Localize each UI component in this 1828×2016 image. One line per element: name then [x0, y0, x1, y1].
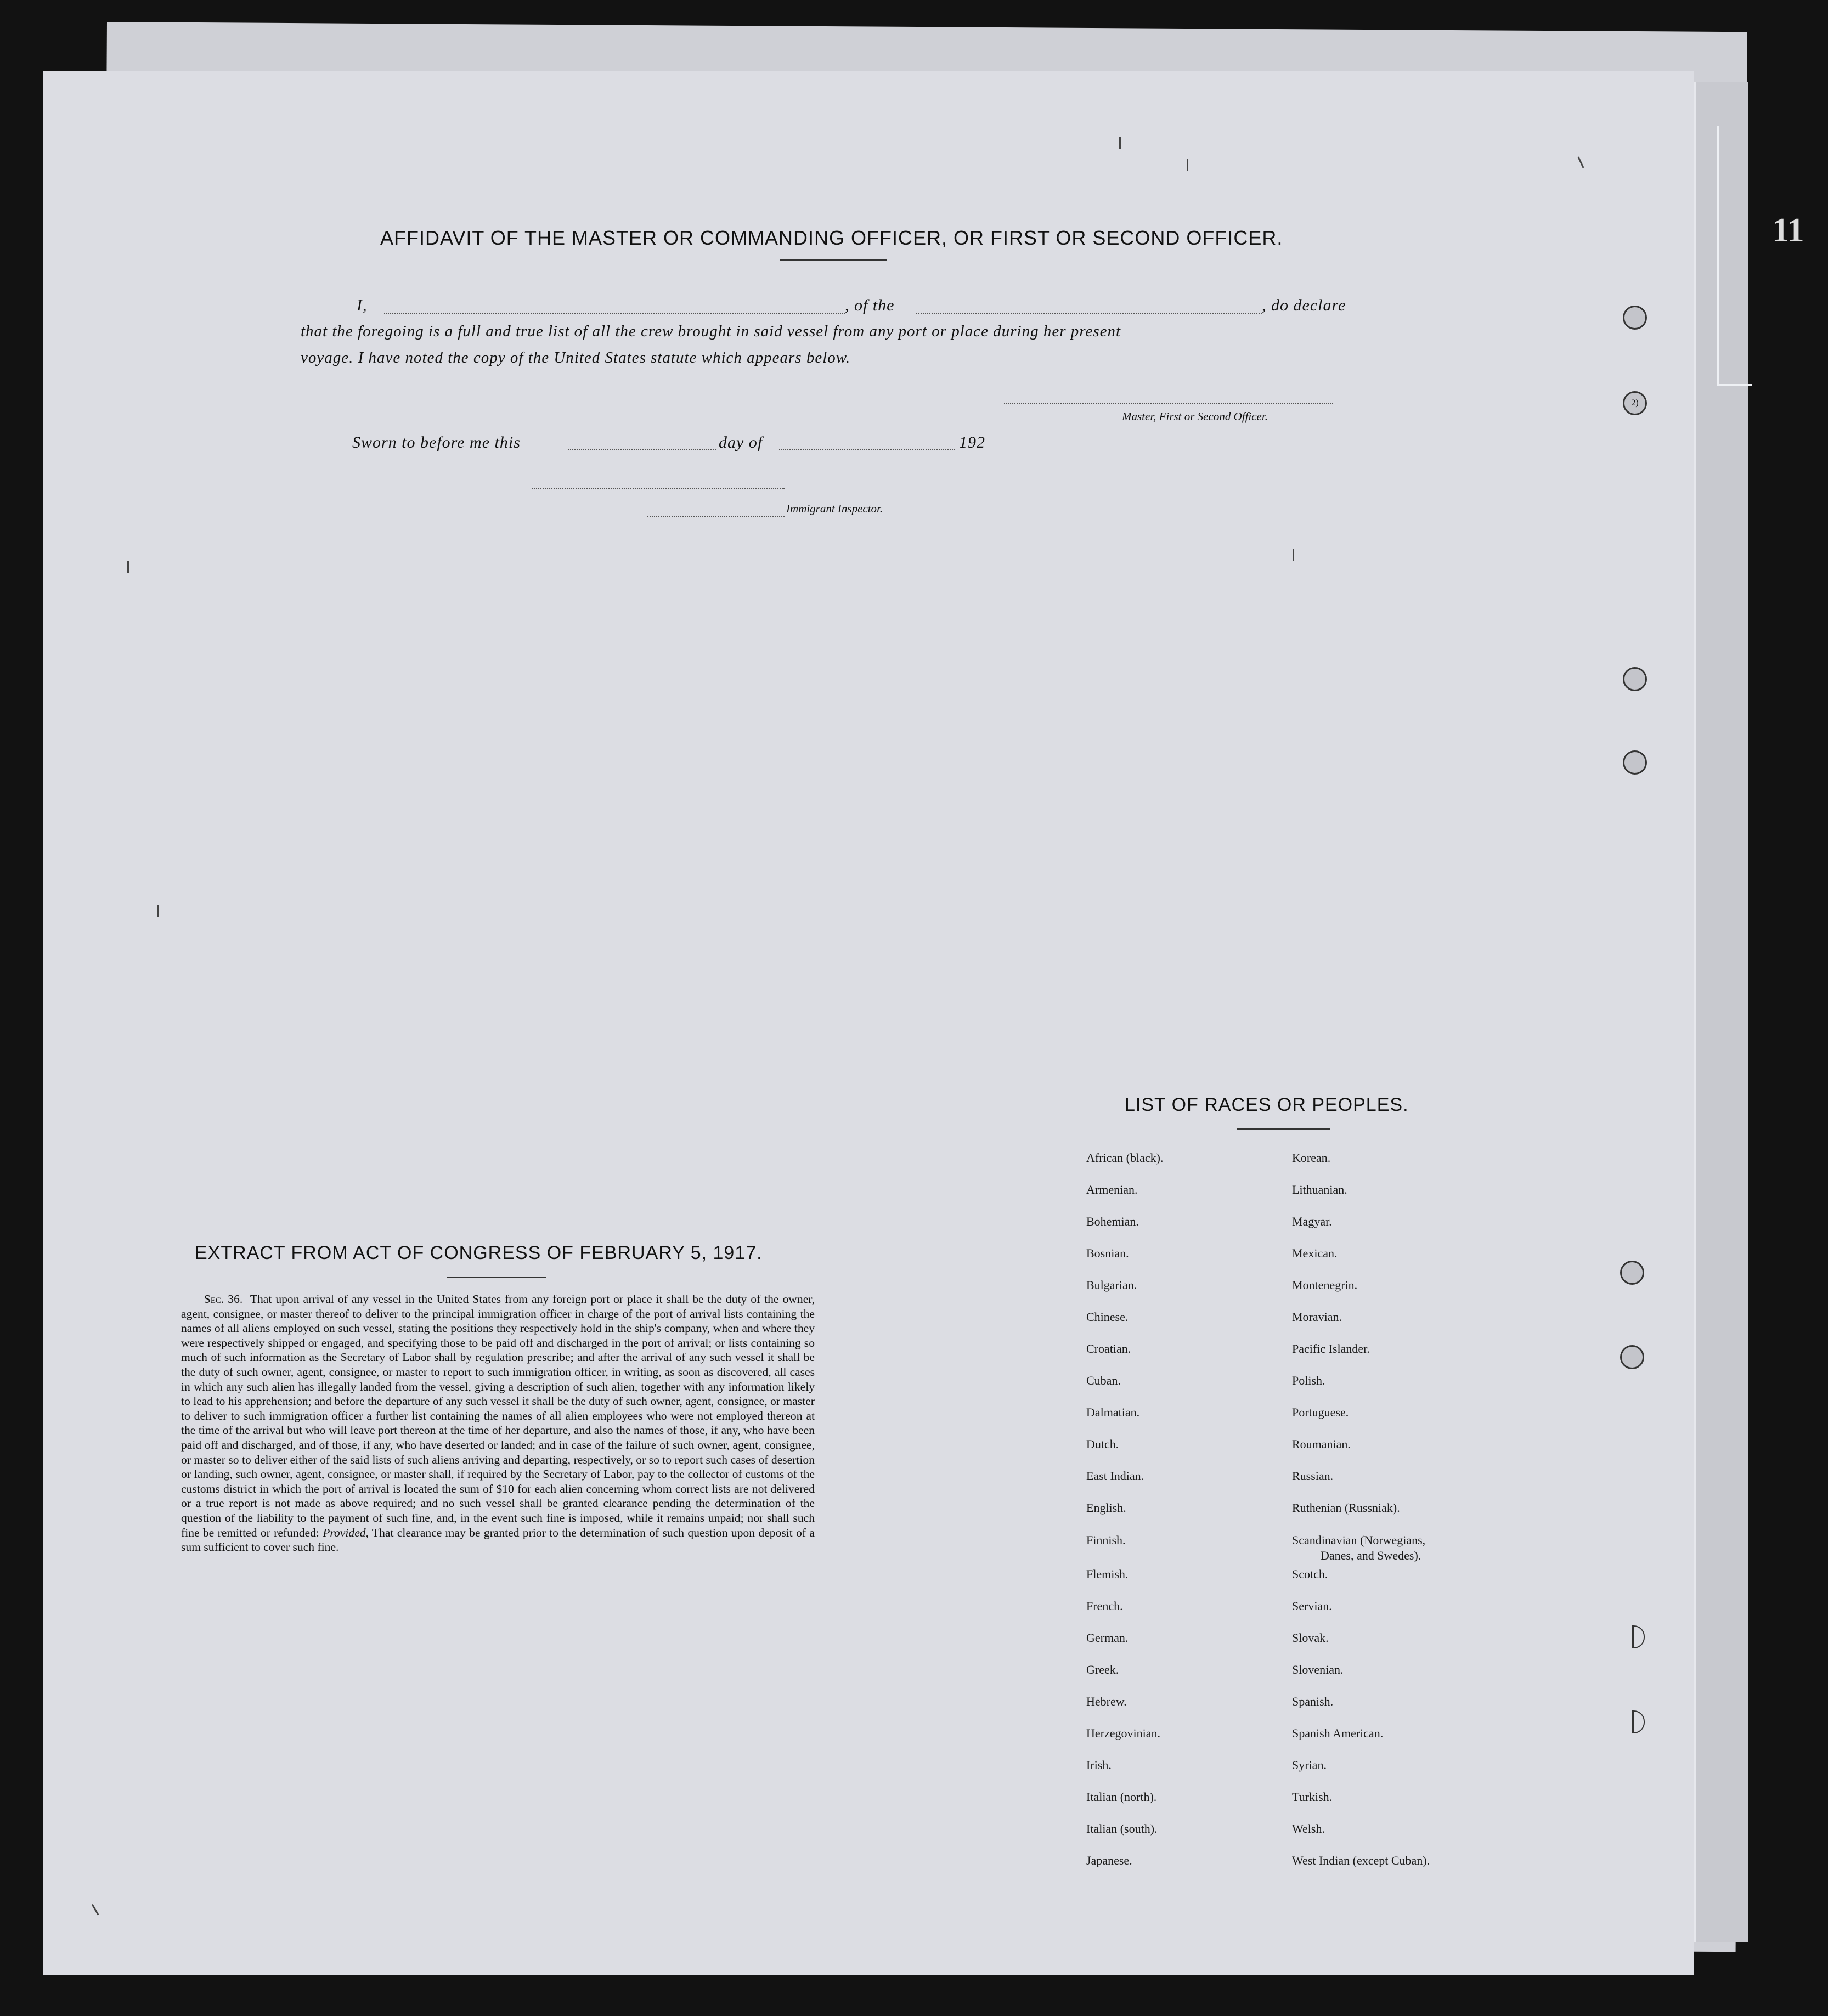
sworn-year-label: 192 [959, 433, 985, 451]
extract-title: EXTRACT FROM ACT OF CONGRESS OF FEBRUARY 5, 1917. [195, 1243, 763, 1263]
inspector-signature-field[interactable] [647, 516, 785, 517]
binder-hole-label: 2) [1631, 398, 1639, 408]
race-item: Pacific Islander. [1292, 1342, 1370, 1356]
race-item: Spanish. [1292, 1695, 1334, 1708]
scan-mark [1119, 137, 1121, 149]
scan-mark [1293, 549, 1294, 561]
race-item: Portuguese. [1292, 1405, 1349, 1419]
scan-mark [1187, 159, 1188, 171]
races-title-rule [1237, 1128, 1330, 1130]
race-item: Syrian. [1292, 1758, 1327, 1772]
race-item: Bulgarian. [1086, 1278, 1137, 1292]
race-item: Roumanian. [1292, 1437, 1351, 1451]
race-item: Mexican. [1292, 1246, 1338, 1260]
race-item: Magyar. [1292, 1215, 1332, 1228]
race-item: Servian. [1292, 1599, 1332, 1613]
extract-body-end: That clearance may be granted prior to the determination of such question upon deposit of a sum sufficient to cover such fine. [181, 1526, 815, 1554]
race-item: Spanish American. [1292, 1726, 1384, 1740]
race-item: Slovak. [1292, 1631, 1329, 1645]
affidavit-line-2: that the foregoing is a full and true list of all the crew brought in said vessel from any port or place during her present [301, 323, 1121, 340]
master-signature-label: Master, First or Second Officer. [1122, 410, 1268, 423]
binder-hole-icon [1623, 306, 1647, 330]
scan-mark [127, 561, 129, 573]
inspector-signature-label: Immigrant Inspector. [786, 502, 883, 515]
race-item: Slovenian. [1292, 1663, 1344, 1676]
race-item: English. [1086, 1501, 1126, 1515]
race-item: Korean. [1292, 1151, 1331, 1165]
race-item: Flemish. [1086, 1567, 1129, 1581]
race-item: German. [1086, 1631, 1129, 1645]
affidavit-i-label: I, [357, 296, 368, 314]
race-item: Russian. [1292, 1469, 1334, 1483]
races-column-1 [1086, 1151, 1163, 1885]
race-item: Dalmatian. [1086, 1405, 1140, 1419]
extract-section-label: Sec. 36. [204, 1292, 243, 1306]
binder-hole-icon [1623, 750, 1647, 775]
extract-statute-text [181, 1292, 815, 1555]
race-item: Irish. [1086, 1758, 1112, 1772]
affidavit-of-the-label: , of the [845, 296, 895, 314]
race-item: Polish. [1292, 1374, 1325, 1387]
binder-hole-icon [1623, 667, 1647, 691]
extract-provided: Provided, [323, 1526, 369, 1539]
race-item: African (black). [1086, 1151, 1164, 1165]
race-item: Herzegovinian. [1086, 1726, 1160, 1740]
race-item: Chinese. [1086, 1310, 1129, 1324]
race-item: French. [1086, 1599, 1123, 1613]
race-item-scandinavian [1292, 1533, 1430, 1567]
race-item-scandinavian-line1: Scandinavian (Norwegians, [1292, 1533, 1426, 1547]
edge-number: 11 [1772, 212, 1804, 249]
inspector-field-upper[interactable] [532, 488, 785, 489]
sworn-month-field[interactable] [779, 449, 955, 450]
race-item: Hebrew. [1086, 1695, 1127, 1708]
extract-title-rule [447, 1277, 546, 1278]
race-item: Greek. [1086, 1663, 1119, 1676]
binder-hole-icon [1623, 391, 1647, 415]
scan-mark [157, 905, 159, 917]
race-item: West Indian (except Cuban). [1292, 1854, 1430, 1867]
affidavit-title-rule [780, 259, 887, 261]
race-item: Japanese. [1086, 1854, 1132, 1867]
affidavit-line-3: voyage. I have noted the copy of the United States statute which appears below. [301, 349, 851, 366]
extract-body: That upon arrival of any vessel in the United States from any foreign port or place it shall be the duty of the owner, agent, consignee, or master thereof to deliver to the principal immigration officer in charge of the port of arrival lists containing the names of all aliens employed on such vessel, stating the positions they respectively hold in the ship's company, when and where they were respectively shipped or engaged, and specifying those to be paid off and discharged in the port of arrival; or lists containing so much of such information as the Secretary of Labor shall by regulation prescribe; and after the arrival of any such vessel it shall be the duty of such owner, agent, consignee, or master to report to such immigration officer, in writing, as soon as discovered, all cases in which any such alien has illegally landed from the vessel, giving a description of such alien, together with any information likely to lead to his apprehension; and before the departure of any such vessel it shall be the duty of such owner, agent, consignee, or master to deliver to such immigration officer a further list containing the names of all alien employees who were not employed thereon at the time of the arrival but who will leave port thereon at the time of her departure, and also the names of those, if any, who have been paid off and discharged, and of those, if any, who have deserted or landed; and in case of the failure of such owner, agent, consignee, or master so to deliver either of the said lists of such aliens arriving and departing, respectively, or so to report such cases of desertion or landing, such owner, agent, consignee, or master shall, if required by the Secretary of Labor, pay to the collector of customs of the customs district in which the port of arrival is located the sum of $10 for each alien concerning whom correct lists are not delivered or a true report is not made as above required; and no such vessel shall be granted clearance pending the determination of the question of the liability to the payment of such fine, and, in the event such fine is imposed, while it remains unpaid; nor shall such fine be remitted or refunded: [181, 1292, 815, 1539]
race-item: Dutch. [1086, 1437, 1119, 1451]
binder-hole-icon [1620, 1345, 1644, 1369]
races-title: LIST OF RACES OR PEOPLES. [1125, 1094, 1409, 1115]
race-item: Lithuanian. [1292, 1183, 1347, 1196]
races-column-2 [1292, 1151, 1430, 1885]
race-item: Moravian. [1292, 1310, 1342, 1324]
race-item: Welsh. [1292, 1822, 1325, 1836]
master-name-field[interactable] [384, 313, 845, 314]
race-item: East Indian. [1086, 1469, 1144, 1483]
sworn-label: Sworn to before me this [352, 433, 521, 451]
race-item: Italian (north). [1086, 1790, 1157, 1804]
master-signature-field[interactable] [1004, 403, 1333, 404]
race-item: Montenegrin. [1292, 1278, 1358, 1292]
document-page [43, 71, 1694, 1975]
race-item-scandinavian-line2: Danes, and Swedes). [1321, 1549, 1421, 1562]
race-item: Bohemian. [1086, 1215, 1139, 1228]
race-item: Armenian. [1086, 1183, 1138, 1196]
race-item: Italian (south). [1086, 1822, 1158, 1836]
vessel-name-field[interactable] [916, 313, 1262, 314]
race-item: Cuban. [1086, 1374, 1121, 1387]
affidavit-declare-label: , do declare [1262, 296, 1346, 314]
race-item: Scotch. [1292, 1567, 1328, 1581]
race-item: Finnish. [1086, 1533, 1126, 1547]
race-item: Croatian. [1086, 1342, 1131, 1356]
page-edge-fold [1717, 126, 1752, 386]
day-of-label: day of [719, 433, 763, 451]
race-item: Turkish. [1292, 1790, 1333, 1804]
binder-hole-icon [1620, 1261, 1644, 1285]
race-item: Bosnian. [1086, 1246, 1129, 1260]
race-item: Ruthenian (Russniak). [1292, 1501, 1400, 1515]
affidavit-title: AFFIDAVIT OF THE MASTER OR COMMANDING OFFICER, OR FIRST OR SECOND OFFICER. [380, 227, 1283, 249]
sworn-day-field[interactable] [568, 449, 716, 450]
